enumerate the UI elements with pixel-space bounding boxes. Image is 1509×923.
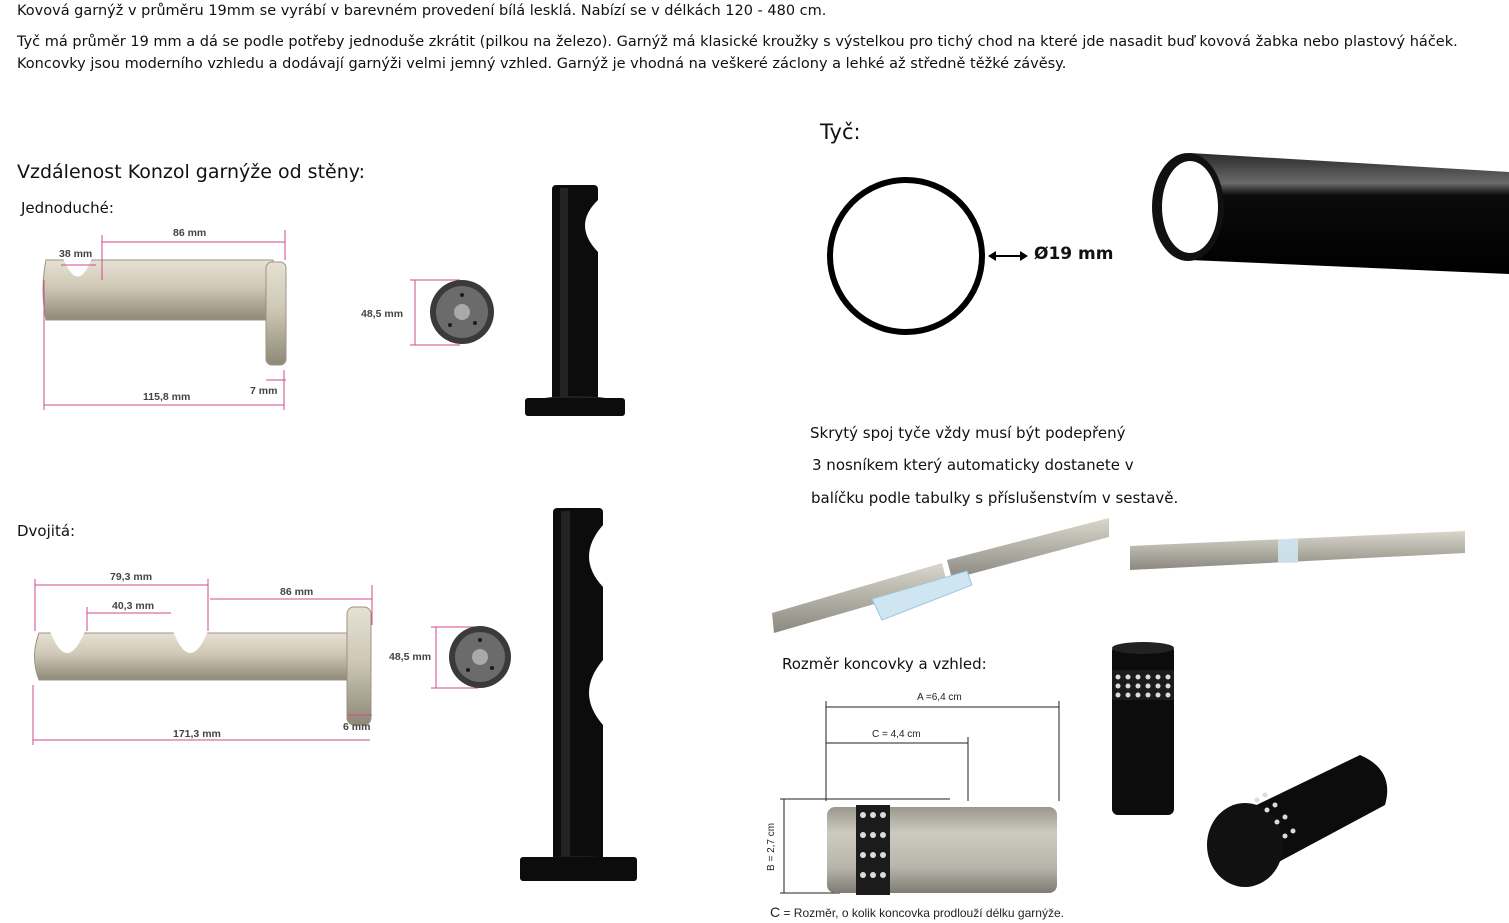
rod-diameter-label: Ø19 mm <box>1034 244 1114 264</box>
finial-dim-b: B = 2,7 cm <box>766 822 777 871</box>
finial-black-photo <box>1085 640 1405 920</box>
finial-footnote-letter: C <box>770 904 781 920</box>
double-dim-plate: 6 mm <box>343 721 371 733</box>
single-dim-plate: 7 mm <box>250 385 278 397</box>
rod-note-line-1: Skrytý spoj tyče vždy musí být podepřený <box>810 424 1126 442</box>
double-dim-first: 79,3 mm <box>110 571 153 583</box>
single-black-bracket <box>520 180 630 420</box>
rod-joint-closed-photo <box>1128 528 1468 583</box>
double-bracket-label: Dvojitá: <box>17 522 76 540</box>
double-bracket-diagram <box>25 565 385 750</box>
double-black-bracket <box>515 505 645 890</box>
single-bracket-diagram <box>30 220 300 420</box>
finial-footnote-text: = Rozměr, o kolik koncovka prodlouží délku garnýže. <box>783 906 1064 920</box>
finial-footnote <box>770 904 1064 920</box>
double-dim-86: 86 mm <box>280 586 314 598</box>
double-dim-between: 40,3 mm <box>112 600 155 612</box>
single-dim-total: 115,8 mm <box>143 391 191 403</box>
finial-dimension-diagram <box>760 685 1070 900</box>
rod-joint-open-photo <box>772 515 1112 635</box>
single-dim-38: 38 mm <box>59 248 93 260</box>
double-dim-diameter: 48,5 mm <box>389 651 432 663</box>
single-bracket-label: Jednoduché: <box>21 199 114 217</box>
rod-heading: Tyč: <box>820 120 861 144</box>
intro-line-1: Kovová garnýž v průměru 19mm se vyrábí v barevném provedení bílá lesklá. Nabízí se v délkách 120 - 480 cm. <box>17 3 827 19</box>
finial-heading: Rozměr koncovky a vzhled: <box>782 655 987 673</box>
double-plate-view <box>388 622 518 692</box>
finial-dim-a: A =6,4 cm <box>917 692 962 703</box>
finial-dim-c: C = 4,4 cm <box>872 729 921 740</box>
rod-black-photo <box>1150 150 1509 280</box>
single-plate-view <box>360 275 500 350</box>
brackets-heading: Vzdálenost Konzol garnýže od stěny: <box>17 161 366 183</box>
intro-line-2: Tyč má průměr 19 mm a dá se podle potřeby jednoduše zkrátit (pilkou na železo). Garnýž má klasické kroužky s výstelkou pro tichý chod na které jde nasadit buď kovová žabka nebo plastový háček. <box>17 34 1458 50</box>
single-dim-86: 86 mm <box>173 227 207 239</box>
intro-line-3: Koncovky jsou moderního vzhledu a dodávají garnýži velmi jemný vzhled. Garnýž je vhodná na veškeré záclony a lehké až středně těžké závěsy. <box>17 56 1067 72</box>
double-dim-total: 171,3 mm <box>173 728 221 740</box>
single-dim-diameter: 48,5 mm <box>361 308 404 320</box>
rod-note-line-3: balíčku podle tabulky s příslušenstvím v sestavě. <box>811 489 1179 507</box>
rod-note-line-2: 3 nosníkem který automaticky dostanete v <box>812 456 1134 474</box>
